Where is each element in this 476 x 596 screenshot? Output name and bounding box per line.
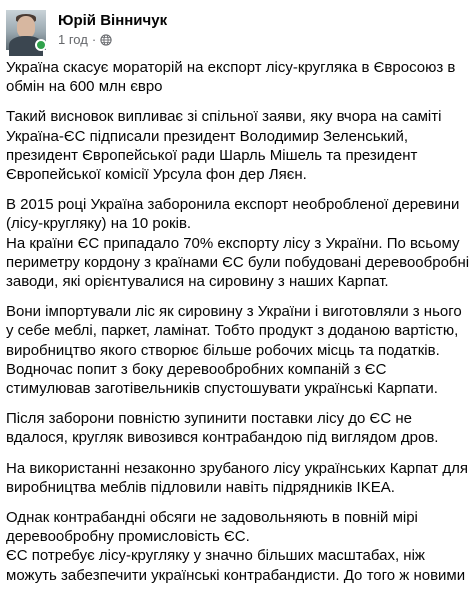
avatar-face — [17, 16, 35, 38]
author-name[interactable]: Юрій Вінничук — [58, 12, 168, 29]
post-body — [6, 58, 472, 596]
post-paragraph-3: В 2015 році Україна заборонила експорт необробленої деревини (лісу-кругляку) на 10 років. На країни ЄС припадало 70% експорту лісу з України. По всьому периметру кордону з країнами ЄС були побудовані деревообробні заводи, які орієнтувалися на сировину з наших Карпат. — [6, 196, 470, 291]
author-avatar-wrapper[interactable] — [6, 10, 46, 50]
post-paragraph-6: На використанні незаконно зрубаного лісу українських Карпат для виробництва меблів підловили навіть підрядників IKEA. — [6, 459, 468, 496]
post-header — [6, 8, 167, 52]
post-subline — [58, 31, 167, 49]
globe-icon[interactable] — [100, 34, 112, 46]
post-paragraph-1: Україна скасує мораторій на експорт лісу-кругляка в Євросоюз в обмін на 600 млн євро — [6, 59, 456, 96]
post-paragraph-4: Вони імпортували ліс як сировину з України і виготовляли з нього у себе меблі, паркет, ламінат. Тобто продукт з доданою вартістю, виробництво якого створює більше робочих місць та податків. Водночас попит з боку деревообробних компаній з ЄС стимулював заготівельників спустошувати українські Карпати. — [6, 303, 462, 398]
separator-dot: · — [91, 32, 97, 47]
post-paragraph-2: Такий висновок випливає зі спільної заяви, яку вчора на саміті Україна-ЄС підписали президент Володимир Зеленський, президент Європейської ради Шарль Мішель та президент Європейської комісії Урсула фон дер Ляєн. — [6, 108, 442, 184]
post-paragraph-7: Однак контрабандні обсяги не задовольняють в повній мірі деревообробну промисловість ЄС. ЄС потребує лісу-кругляку у значно більших масштабах, ніж можуть забезпечити українські контрабандисти. До того ж новими — [6, 509, 466, 584]
post-meta — [58, 11, 167, 49]
post-timestamp[interactable]: 1 год — [58, 32, 88, 47]
online-status-icon — [35, 39, 47, 51]
post-paragraph-5: Після заборони повністю зупинити поставки лісу до ЄС не вдалося, кругляк вивозився контрабандою під виглядом дров. — [6, 410, 439, 447]
